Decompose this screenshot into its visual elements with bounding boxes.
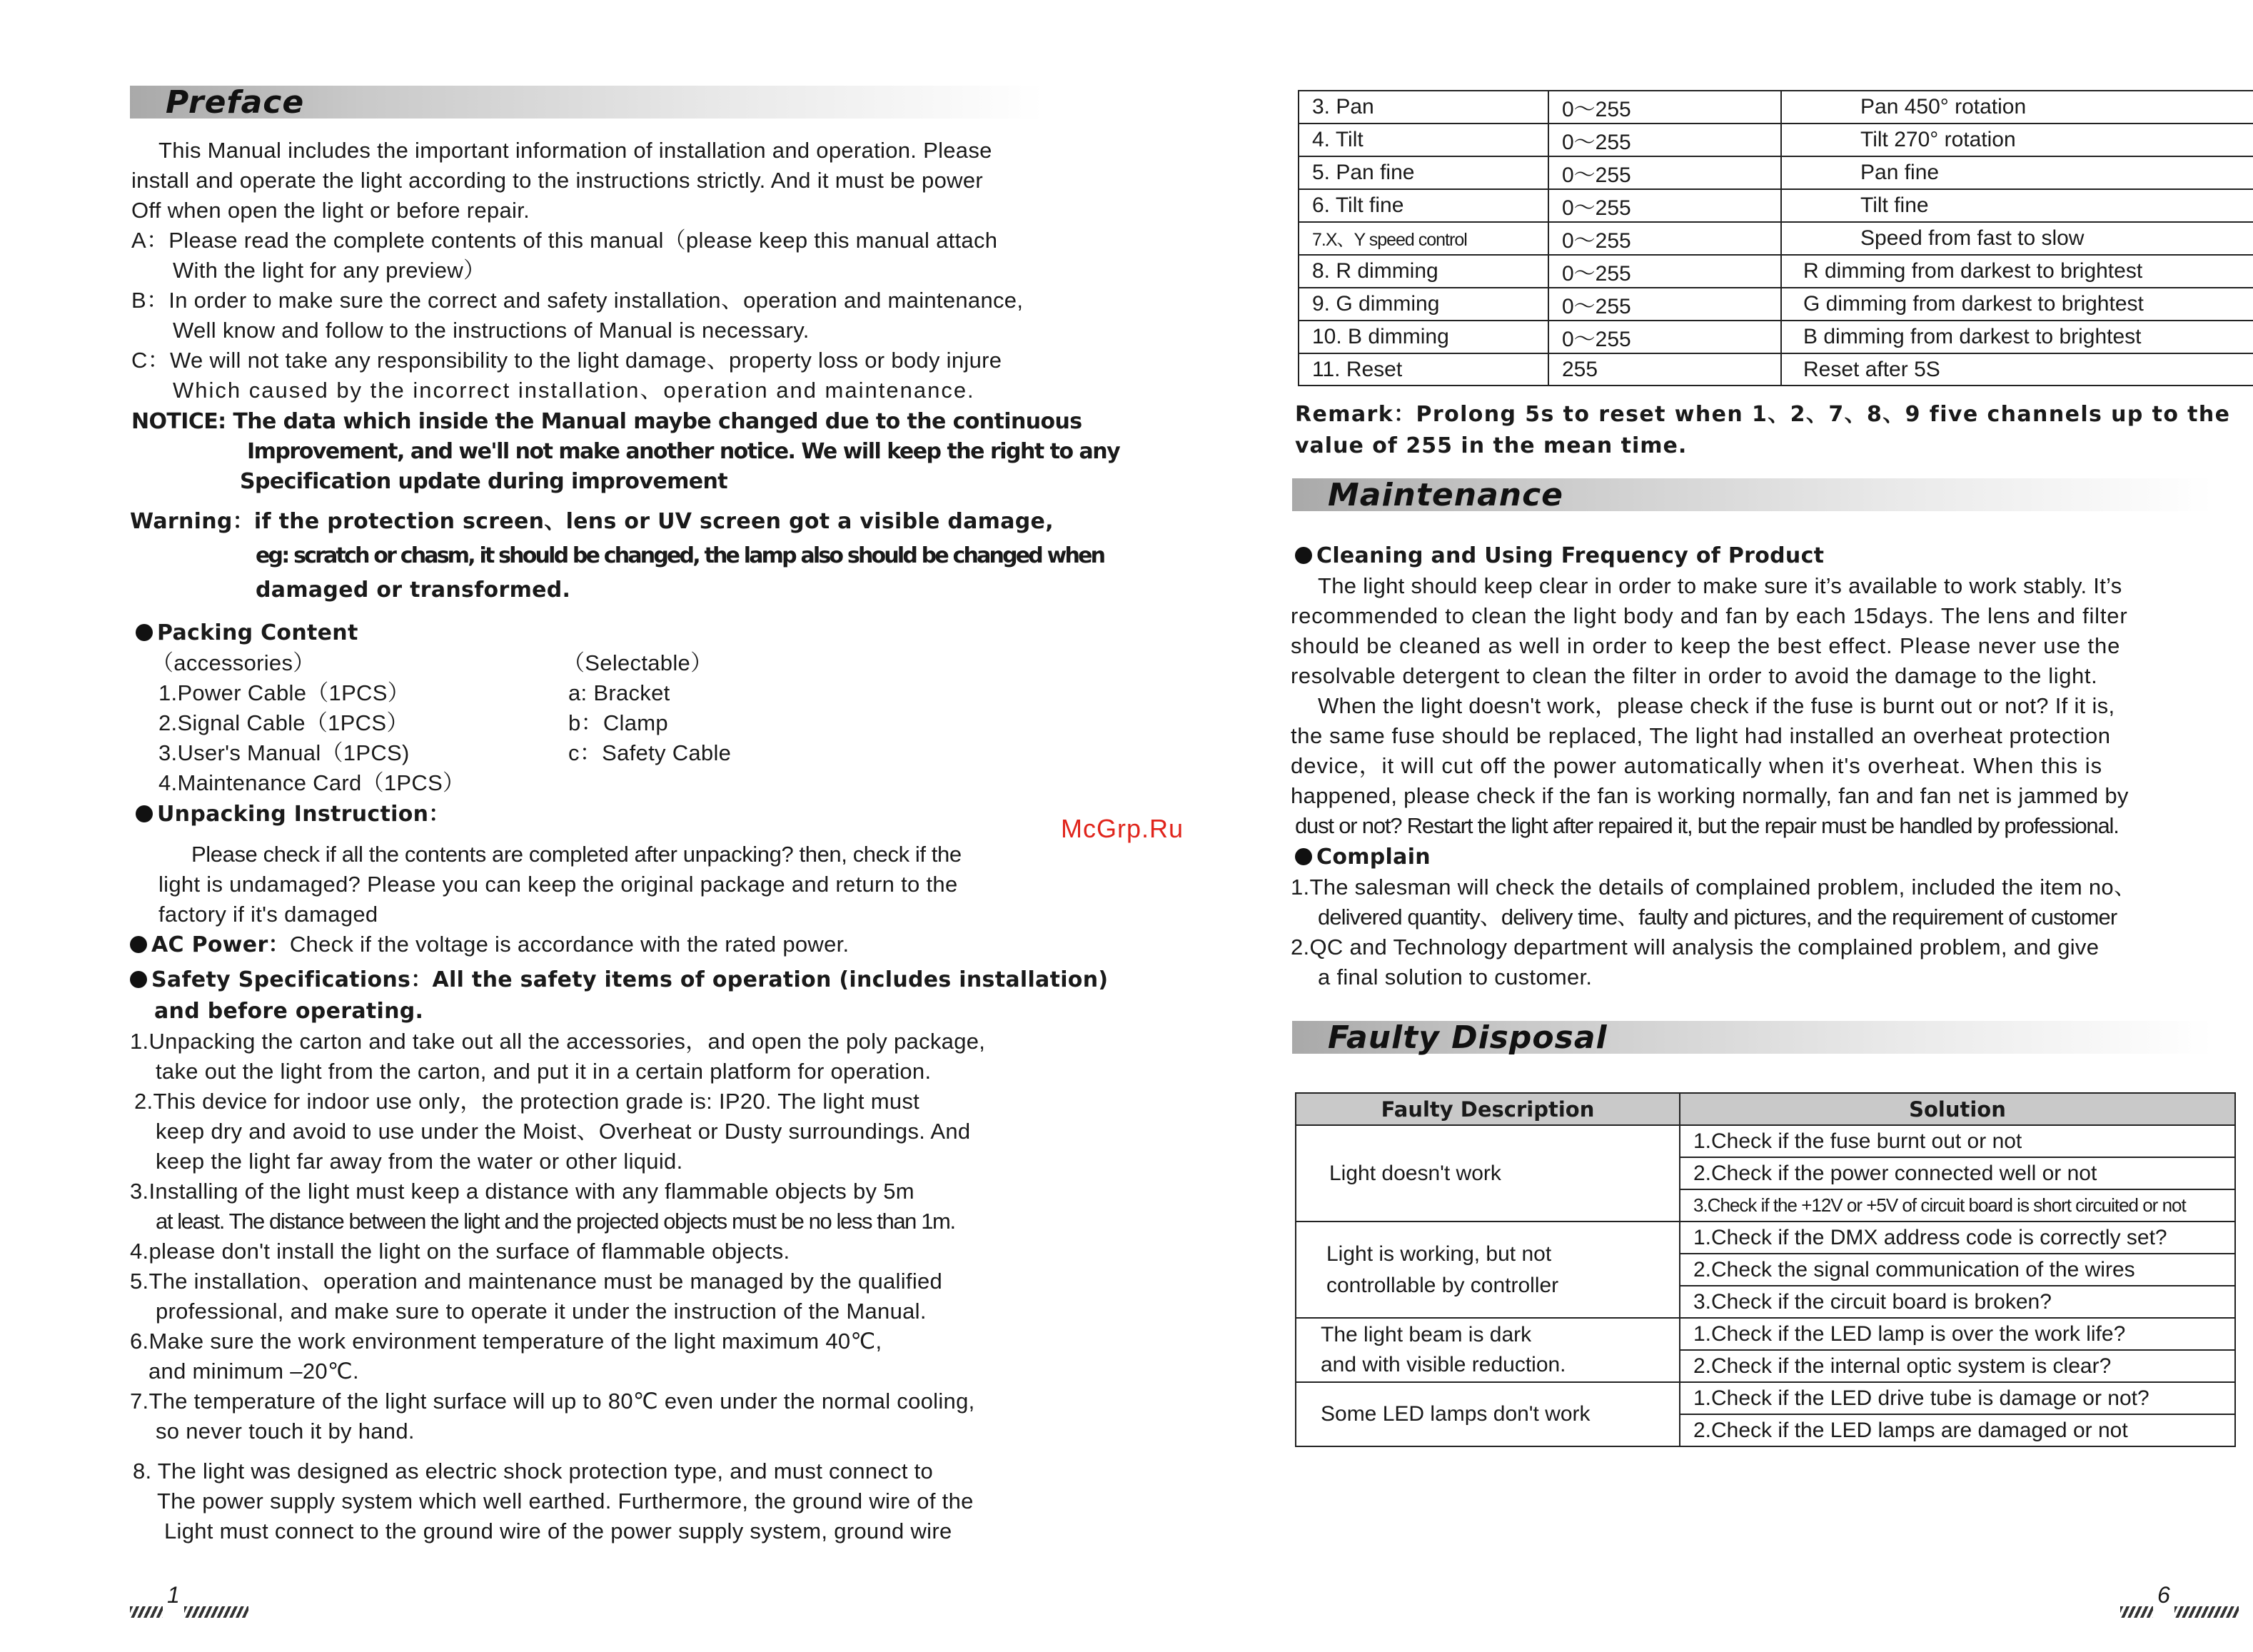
channel-name: 6. Tilt fine [1299,189,1548,222]
solution: 2.Check if the LED lamps are damaged or not [1680,1414,2235,1446]
bullet-icon [130,936,147,953]
left-page [0,0,1126,1652]
fault-description [1296,1125,1680,1222]
table-row [1299,156,2253,189]
table-row [1296,1222,2235,1254]
faulty-banner [1292,1021,2213,1054]
preface-line: B：In order to make sure the correct and safety installation、operation and maintenance, [131,288,1024,313]
table-row [1296,1382,2235,1414]
footer-stripes [2120,1606,2153,1618]
column-header: Faulty Description [1296,1093,1680,1125]
solution: 1.Check if the LED lamp is over the work life? [1680,1318,2235,1350]
page-number: 1 [167,1582,180,1608]
safety-line: at least. The distance between the light and the projected objects must be no less than 1m. [156,1209,955,1234]
preface-line: With the light for any preview） [173,258,486,283]
column-header: Solution [1680,1093,2235,1125]
fault-description-line: and with visible reduction. [1321,1353,1566,1376]
footer-stripes [2174,1606,2239,1618]
channel-name: 11. Reset [1299,353,1548,386]
safety-heading-2: and before operating. [154,999,424,1024]
ac-power [130,930,849,960]
solution: 2.Check the signal communication of the wires [1680,1254,2235,1286]
fault-description-line: Some LED lamps don't work [1321,1402,1591,1426]
table-row [1299,222,2253,255]
watermark: McGrp.Ru [1061,814,1184,843]
safety-line: 3.Installing of the light must keep a distance with any flammable objects by 5m [130,1179,914,1204]
complain-heading [1295,842,1431,872]
channel-name: 7.X、Y speed control [1299,222,1548,255]
channel-table [1298,90,2253,386]
channel-range: 0～255 [1548,288,1781,321]
packing-selectable: a: Bracket [568,680,670,705]
solution: 1.Check if the fuse burnt out or not [1680,1125,2235,1157]
safety-line: The power supply system which well earthed. Furthermore, the ground wire of the [157,1489,974,1514]
complain-line: 1.The salesman will check the details of complained problem, included the item no、 [1291,875,2137,900]
safety-line: keep dry and avoid to use under the Moist、Overheat or Dusty surroundings. And [156,1119,971,1144]
channel-range: 255 [1548,353,1781,386]
packing-item: 4.Maintenance Card（1PCS） [158,770,465,795]
faulty-table [1295,1092,2236,1447]
fault-description-line: Light doesn't work [1329,1161,1501,1185]
complain-line: 2.QC and Technology department will analysis the complained problem, and give [1291,935,2100,960]
warning-line: eg: scratch or chasm, it should be changed, the lamp also should be changed when [256,543,1104,568]
fault-description [1296,1382,1680,1446]
footer-stripes [184,1606,248,1618]
channel-range: 0～255 [1548,156,1781,189]
channel-function: Speed from fast to slow [1781,222,2253,255]
channel-function: Reset after 5S [1781,353,2253,386]
unpacking-heading-text: Unpacking Instruction： [157,802,450,827]
table-row [1296,1125,2235,1157]
bullet-icon [1295,547,1312,564]
packing-item: 2.Signal Cable（1PCS） [158,710,409,735]
remark-line: Remark：Prolong 5s to reset when 1、2、7、8、9 five channels up to the [1295,402,2231,427]
channel-function: Pan 450° rotation [1781,91,2253,124]
packing-selectable: c：Safety Cable [568,740,732,765]
table-row [1299,124,2253,156]
channel-range: 0～255 [1548,321,1781,353]
safety-line: keep the light far away from the water or other liquid. [156,1149,683,1174]
cleaning-heading [1295,541,1824,571]
preface-line: Off when open the light or before repair. [131,198,530,223]
solution: 3.Check if the circuit board is broken? [1680,1286,2235,1318]
maintenance-line: device，it will cut off the power automatically when it's overheat. When this is [1291,753,2103,778]
safety-line: 8. The light was designed as electric shock protection type, and must connect to [133,1459,934,1484]
channel-function: G dimming from darkest to brightest [1781,288,2253,321]
preface-line: A：Please read the complete contents of this manual（please keep this manual attach [131,228,998,253]
fault-description [1296,1222,1680,1318]
fault-description [1296,1318,1680,1382]
maintenance-line: dust or not? Restart the light after repaired it, but the repair must be handled by professional. [1295,813,2119,838]
preface-line: Well know and follow to the instructions of Manual is necessary. [173,318,810,343]
footer-page-marker [2120,1582,2239,1618]
preface-line: C：We will not take any responsibility to the light damage、property loss or body injure [131,348,1002,373]
maintenance-line: resolvable detergent to clean the filter in order to avoid the damage to the light. [1291,663,2098,688]
safety-line: 2.This device for indoor use only，the protection grade is: IP20. The light must [134,1089,920,1114]
unpacking-line: light is undamaged? Please you can keep the original package and return to the [158,872,958,897]
safety-line: 1.Unpacking the carton and take out all the accessories，and open the poly package, [130,1029,986,1054]
bullet-icon [136,805,153,822]
safety-line: and minimum –20℃. [148,1359,359,1384]
table-row [1299,321,2253,353]
unpacking-line: Please check if all the contents are completed after unpacking? then, check if the [191,842,962,867]
table-row [1299,189,2253,222]
fault-description-line: Light is working, but not [1326,1241,1552,1266]
channel-name: 8. R dimming [1299,255,1548,288]
fault-description-line: The light beam is dark [1321,1323,1532,1346]
unpacking-heading [136,800,450,830]
channel-range: 0～255 [1548,222,1781,255]
solution: 3.Check if the +12V or +5V of circuit board is short circuited or not [1680,1189,2235,1222]
bullet-icon [136,624,153,641]
safety-line: Light must connect to the ground wire of the power supply system, ground wire [164,1518,952,1543]
notice-line: NOTICE: The data which inside the Manual maybe changed due to the continuous [131,409,1082,434]
maintenance-line: When the light doesn't work，please check if the fuse is burnt out or not? If it is, [1318,693,2115,718]
channel-function: B dimming from darkest to brightest [1781,321,2253,353]
packing-selectable: （Selectable） [563,650,713,675]
ac-power-text: Check if the voltage is accordance with the rated power. [289,932,850,957]
maintenance-line: the same fuse should be replaced, The light had installed an overheat protection [1291,723,2111,748]
safety-line: so never touch it by hand. [156,1419,415,1444]
safety-heading [130,965,1108,995]
preface-title: Preface [166,84,305,121]
warning-line: damaged or transformed. [256,578,571,603]
safety-line: take out the light from the carton, and put it in a certain platform for operation. [156,1059,932,1084]
maintenance-banner [1292,478,2213,511]
maintenance-line: recommended to clean the light body and fan by each 15days. The lens and filter [1291,603,2128,628]
safety-line: 7.The temperature of the light surface will up to 80℃ even under the normal cooling, [130,1389,975,1414]
fault-description-line: controllable by controller [1326,1273,1559,1297]
safety-line: 5.The installation、operation and maintenance must be managed by the qualified [130,1269,943,1294]
ac-power-heading: AC Power： [151,932,290,957]
packing-item: 3.User's Manual（1PCS) [158,740,410,765]
remark-line: value of 255 in the mean time. [1295,433,1688,458]
packing-heading [136,618,358,648]
preface-banner [130,86,1044,119]
channel-range: 0～255 [1548,124,1781,156]
channel-range: 0～255 [1548,255,1781,288]
packing-selectable: b：Clamp [568,710,668,735]
channel-name: 10. B dimming [1299,321,1548,353]
channel-function: Tilt 270° rotation [1781,124,2253,156]
channel-range: 0～255 [1548,91,1781,124]
right-page [1126,0,2253,1652]
safety-line: professional, and make sure to operate it under the instruction of the Manual. [156,1299,927,1324]
solution: 2.Check if the internal optic system is clear? [1680,1350,2235,1382]
maintenance-title: Maintenance [1328,477,1564,513]
channel-name: 5. Pan fine [1299,156,1548,189]
solution: 1.Check if the LED drive tube is damage or not? [1680,1382,2235,1414]
cleaning-heading-text: Cleaning and Using Frequency of Product [1316,543,1825,568]
preface-line: Which caused by the incorrect installation、operation and maintenance. [173,378,975,403]
safety-line: 4.please don't install the light on the surface of flammable objects. [130,1239,790,1264]
channel-function: Tilt fine [1781,189,2253,222]
warning-line: Warning：if the protection screen、lens or UV screen got a visible damage, [130,509,1054,534]
page-number: 6 [2157,1582,2170,1608]
table-row [1299,288,2253,321]
complain-heading-text: Complain [1316,845,1431,870]
channel-range: 0～255 [1548,189,1781,222]
bullet-icon [1295,848,1312,865]
table-row [1299,255,2253,288]
maintenance-line: happened, please check if the fan is working normally, fan and fan net is jammed by [1291,783,2129,808]
faulty-title: Faulty Disposal [1328,1019,1608,1056]
maintenance-line: The light should keep clear in order to make sure it’s available to work stably. It’s [1318,573,2122,598]
complain-line: a final solution to customer. [1318,964,1593,989]
solution: 2.Check if the power connected well or not [1680,1157,2235,1189]
bullet-icon [130,971,147,988]
channel-name: 3. Pan [1299,91,1548,124]
footer-stripes [130,1606,163,1618]
maintenance-line: should be cleaned as well in order to keep the best effect. Please never use the [1291,633,2121,658]
channel-name: 9. G dimming [1299,288,1548,321]
channel-name: 4. Tilt [1299,124,1548,156]
safety-line: 6.Make sure the work environment temperature of the light maximum 40℃, [130,1329,882,1354]
notice-line: Improvement, and we'll not make another notice. We will keep the right to any [247,439,1120,464]
table-header-row [1296,1093,2235,1125]
solution: 1.Check if the DMX address code is correctly set? [1680,1222,2235,1254]
table-row [1299,91,2253,124]
channel-function: R dimming from darkest to brightest [1781,255,2253,288]
packing-heading-text: Packing Content [157,620,358,645]
channel-function: Pan fine [1781,156,2253,189]
safety-heading-text: Safety Specifications：All the safety items of operation (includes installation) [151,967,1109,992]
packing-item: （accessories） [151,650,316,675]
table-row [1296,1318,2235,1350]
preface-line: This Manual includes the important information of installation and operation. Please [158,138,992,163]
unpacking-line: factory if it's damaged [158,902,378,927]
preface-line: install and operate the light according to the instructions strictly. And it must be power [131,168,983,193]
table-row [1299,353,2253,386]
packing-item: 1.Power Cable（1PCS） [158,680,410,705]
footer-page-marker [130,1582,248,1618]
complain-line: delivered quantity、delivery time、faulty and pictures, and the requirement of customer [1318,905,2117,930]
notice-line: Specification update during improvement [240,469,727,494]
